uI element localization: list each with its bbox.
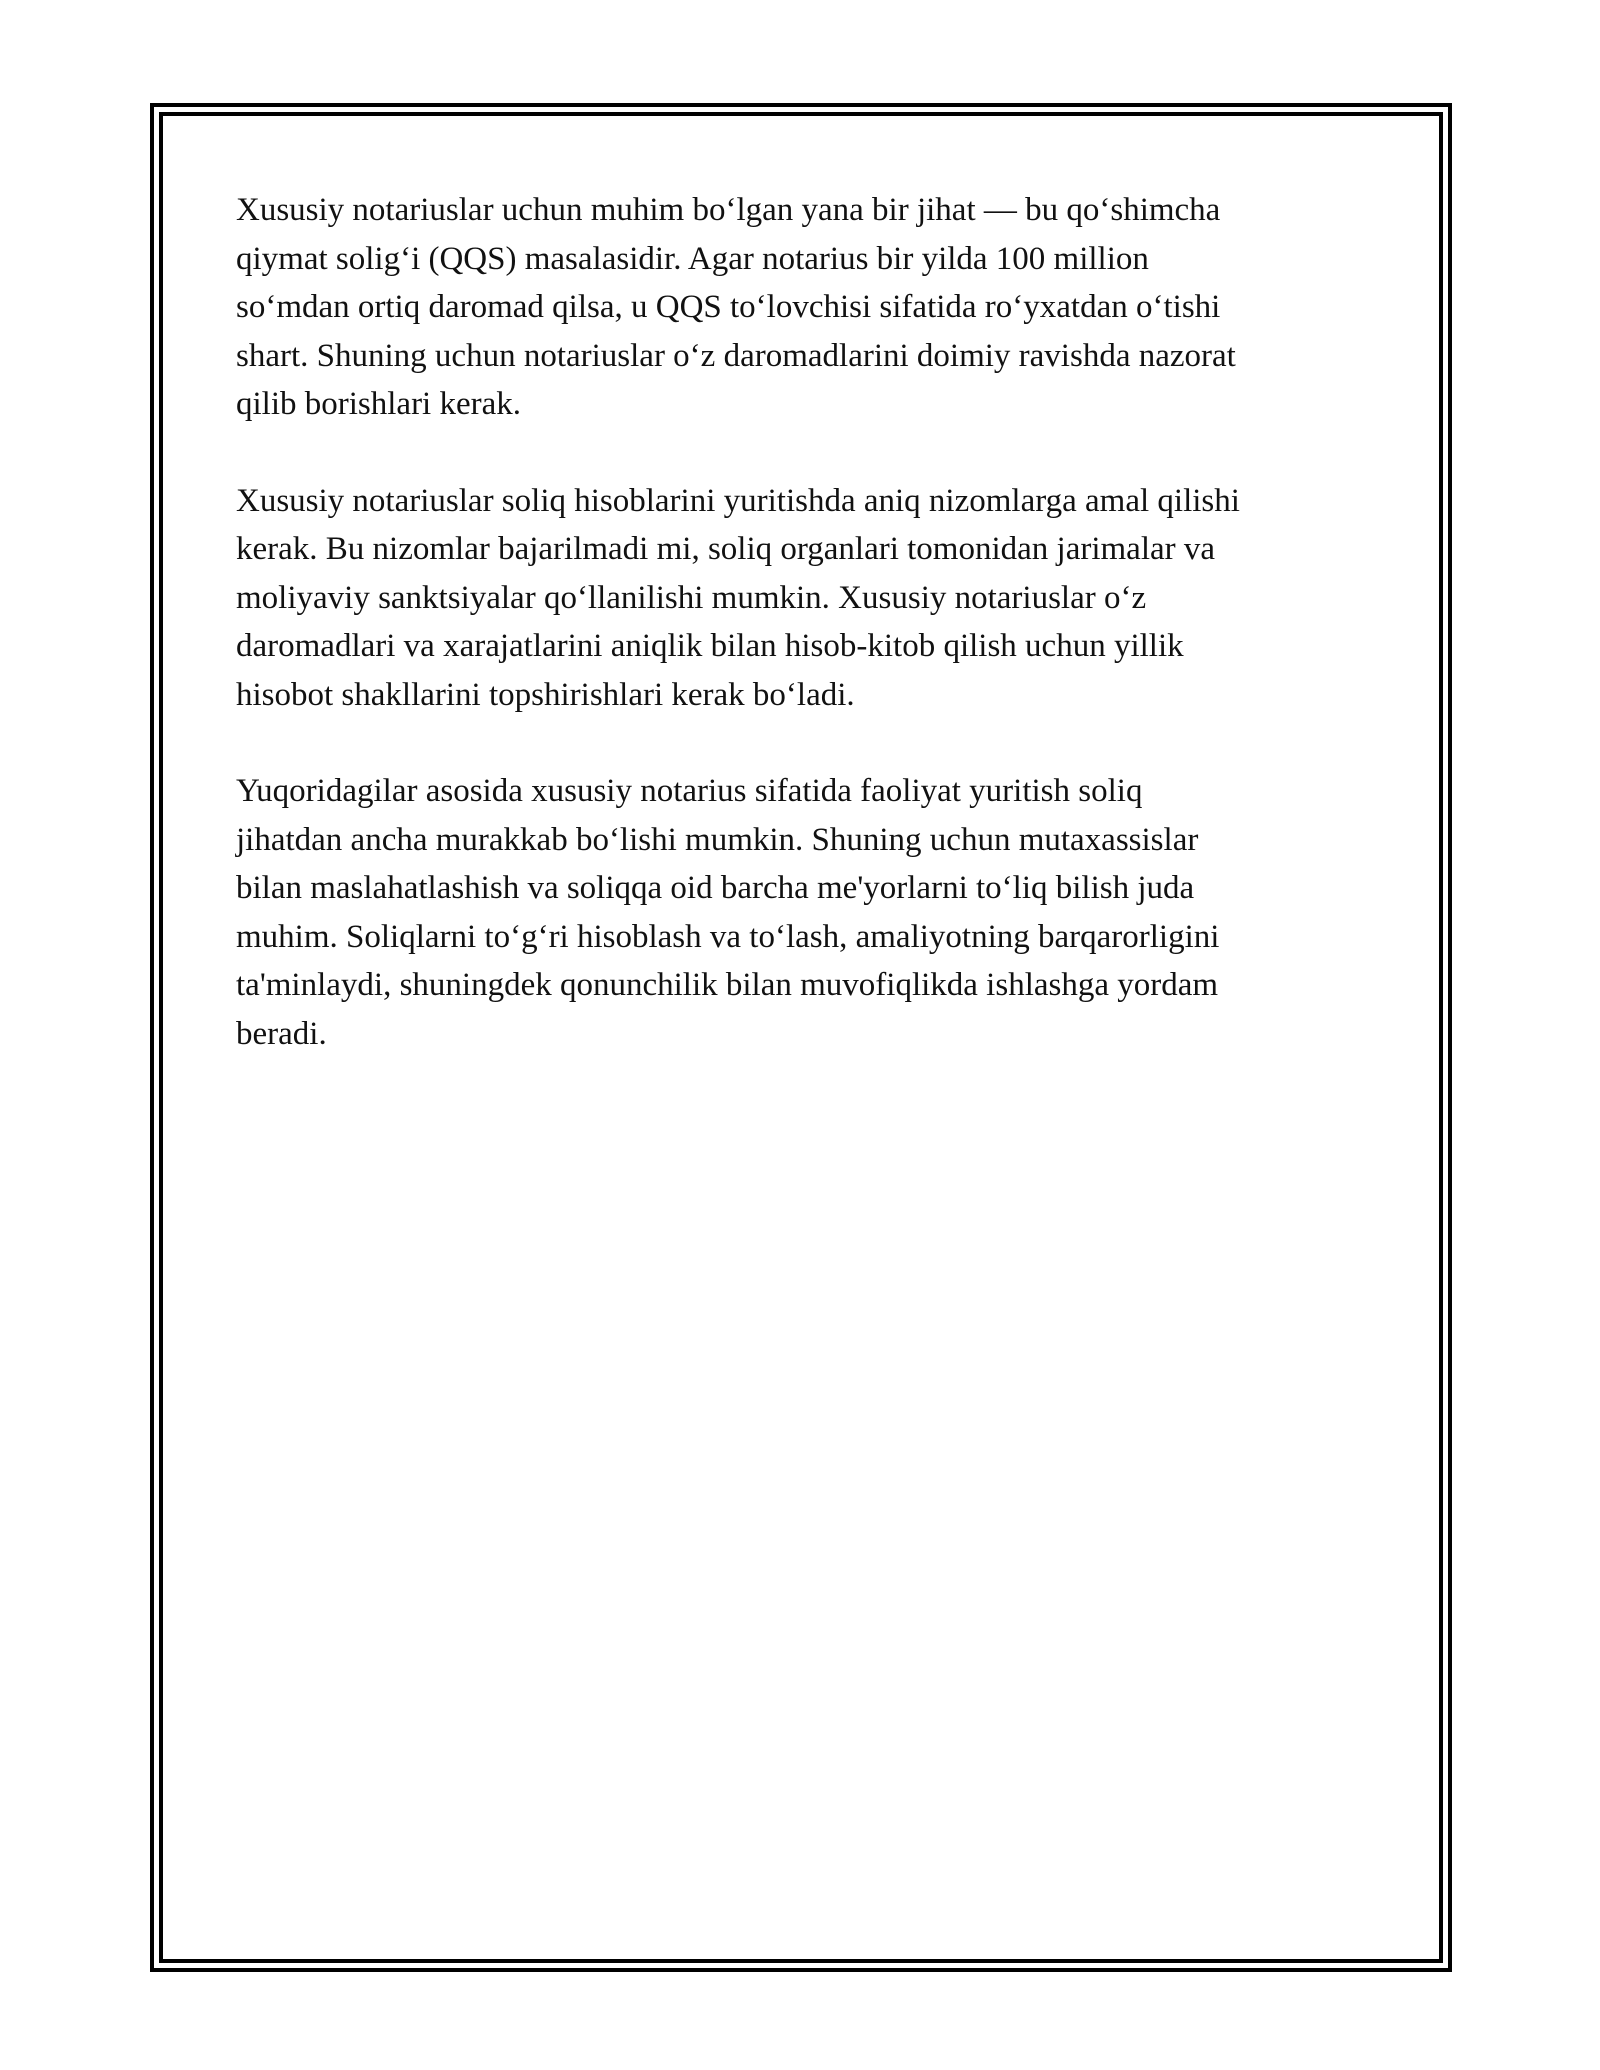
text-line: shart. Shuning uchun notariuslar o‘z daromadlarini doimiy ravishda nazorat [236, 337, 1236, 374]
text-line: Yuqoridagilar asosida xususiy notarius sifatida faoliyat yuritish soliq [236, 773, 1143, 809]
paragraph-3 [236, 767, 1366, 1058]
document-body [236, 186, 1366, 1106]
text-line: qilib borishlari kerak. [236, 386, 522, 422]
text-line: beradi. [236, 1015, 327, 1052]
text-line: moliyaviy sanktsiyalar qo‘llanilishi mumkin. Xususiy notariuslar o‘z [236, 579, 1147, 616]
text-line: jihatdan ancha murakkab bo‘lishi mumkin. Shuning uchun mutaxassislar [236, 821, 1199, 858]
text-line: bilan maslahatlashish va soliqqa oid barcha me'yorlarni to‘liq bilish juda [236, 870, 1195, 906]
text-line: daromadlari va xarajatlarini aniqlik bilan hisob-kitob qilish uchun yillik [236, 628, 1184, 664]
text-line: Xususiy notariuslar soliq hisoblarini yuritishda aniq nizomlarga amal qilishi [236, 482, 1240, 519]
text-line: kerak. Bu nizomlar bajarilmadi mi, soliq organlari tomonidan jarimalar va [236, 531, 1216, 567]
text-line: muhim. Soliqlarni to‘g‘ri hisoblash va to‘lash, amaliyotning barqarorligini [236, 918, 1220, 955]
text-line: so‘mdan ortiq daromad qilsa, u QQS to‘lovchisi sifatida ro‘yxatdan o‘tishi [236, 289, 1221, 325]
text-line: Xususiy notariuslar uchun muhim bo‘lgan yana bir jihat — bu qo‘shimcha [236, 192, 1221, 228]
text-line: hisobot shakllarini topshirishlari kerak bo‘ladi. [236, 676, 855, 713]
text-line: ta'minlaydi, shuningdek qonunchilik bilan muvofiqlikda ishlashga yordam [236, 967, 1219, 1003]
paragraph-2 [236, 477, 1366, 720]
paragraph-1 [236, 186, 1366, 429]
text-line: qiymat solig‘i (QQS) masalasidir. Agar notarius bir yilda 100 million [236, 240, 1149, 277]
